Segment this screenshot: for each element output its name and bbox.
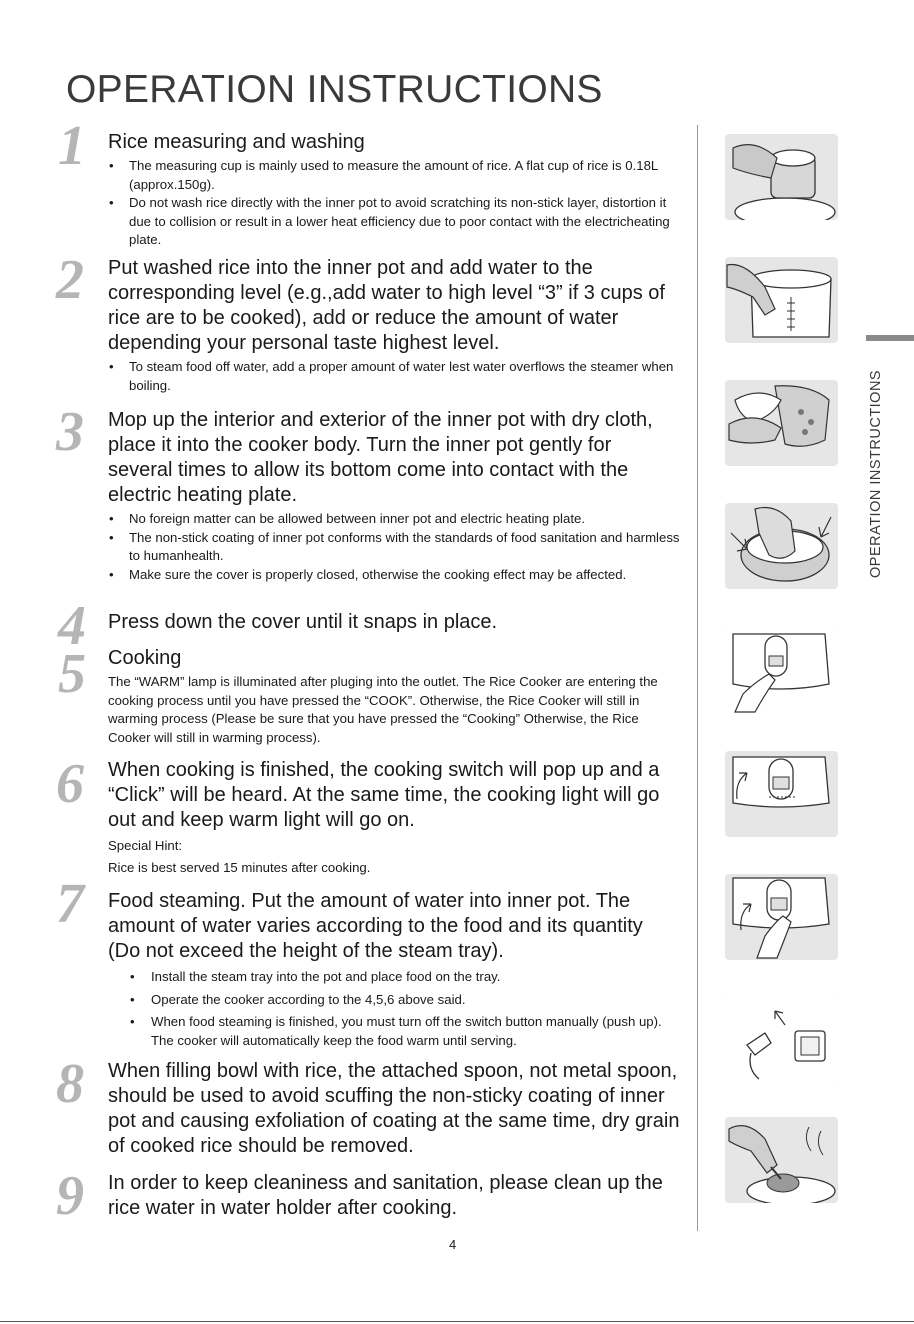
step-1-bullet: • Do not wash rice directly with the inner pot to avoid scratching its non-stick layer, distortion it due to collision or result in a lower heat efficiency due to poor contact with the electricheating plate. — [108, 194, 680, 250]
step-7-bullet: • Operate the cooker according to the 4,5,6 above said. — [108, 991, 680, 1010]
step-number-5: 5 — [58, 643, 86, 705]
step-6-heading: When cooking is finished, the cooking switch will pop up and a “Click” will be heard. At the same time, the cooking light will go out and keep warm light will go on. — [108, 759, 660, 831]
step-number-6: 6 — [56, 753, 84, 815]
water-level-illustration — [725, 257, 838, 343]
turn-pot-illustration — [725, 503, 838, 589]
step-3 — [108, 408, 680, 584]
step-4 — [108, 610, 680, 635]
step-number-8: 8 — [56, 1053, 84, 1115]
step-number-9: 9 — [56, 1165, 84, 1227]
press-cover-illustration — [725, 628, 838, 714]
step-7-bullet: • When food steaming is finished, you must turn off the switch button manually (push up). The cooker will automatically keep the food warm until serving. — [108, 1013, 680, 1050]
step-5 — [108, 646, 680, 747]
side-tab-marker — [866, 335, 914, 341]
step-number-7: 7 — [56, 873, 84, 935]
page-title: OPERATION INSTRUCTIONS — [66, 68, 603, 111]
side-tab-label: OPERATION INSTRUCTIONS — [868, 369, 884, 578]
step-7 — [108, 889, 680, 1054]
step-number-1: 1 — [58, 115, 86, 177]
step-number-3: 3 — [56, 401, 84, 463]
page-number: 4 — [449, 1237, 457, 1252]
step-7-heading: Food steaming. Put the amount of water into inner pot. The amount of water varies according to the food and its quantity (Do not exceed the height of the steam tray). — [108, 890, 643, 962]
step-number-2: 2 — [56, 249, 84, 311]
step-7-bullet: • Install the steam tray into the pot and place food on the tray. — [108, 968, 680, 987]
step-2 — [108, 256, 680, 395]
bottom-rule — [0, 1321, 914, 1322]
wipe-pot-illustration — [725, 380, 838, 466]
step-2-heading: Put washed rice into the inner pot and add water to the corresponding level (e.g.,add water to high level “3” if 3 cups of rice are to be cooked), add or reduce the amount of water depending your personal taste highest level. — [108, 257, 665, 354]
step-6-hint-label: Special Hint: — [108, 838, 183, 853]
step-3-heading: Mop up the interior and exterior of the inner pot with dry cloth, place it into the cooker body. Turn the inner pot gently for several times to allow its bottom come into contact with the electric heating plate. — [108, 409, 653, 506]
step-3-bullet: • No foreign matter can be allowed between inner pot and electric heating plate. — [108, 510, 680, 529]
step-6 — [108, 758, 680, 877]
step-3-bullet: • The non-stick coating of inner pot conforms with the standards of food sanitation and harmless to humanhealth. — [108, 529, 680, 566]
step-6-hint: Rice is best served 15 minutes after cooking. — [108, 859, 371, 875]
column-divider — [697, 125, 698, 1231]
step-1-bullet: • The measuring cup is mainly used to measure the amount of rice. A flat cup of rice is 0.18L (approx.150g). — [108, 157, 680, 194]
spoon-serving-illustration — [725, 1117, 838, 1203]
step-9-heading: In order to keep cleaniness and sanitation, please clean up the rice water in water holder after cooking. — [108, 1172, 663, 1219]
step-1 — [108, 130, 680, 250]
push-switch-up-illustration — [725, 874, 838, 960]
unplug-power-illustration — [725, 997, 838, 1083]
measuring-cup-illustration — [725, 134, 838, 220]
step-2-bullet: • To steam food off water, add a proper amount of water lest water overflows the steamer when boiling. — [108, 358, 680, 395]
step-number-4: 4 — [58, 595, 86, 657]
step-3-bullet: • Make sure the cover is properly closed, otherwise the cooking effect may be affected. — [108, 566, 680, 585]
step-1-heading: Rice measuring and washing — [108, 131, 365, 153]
step-8-heading: When filling bowl with rice, the attached spoon, not metal spoon, should be used to avoid scuffing the non-sticky coating of inner pot and causing exfoliation of coating at the same time, dry grain of cooked rice should be removed. — [108, 1060, 680, 1157]
switch-pop-up-illustration — [725, 751, 838, 837]
step-4-heading: Press down the cover until it snaps in place. — [108, 611, 498, 633]
step-5-body: The “WARM” lamp is illuminated after pluging into the outlet. The Rice Cooker are entering the cooking process until you have pressed the “COOK”. Otherwise, the Rice Cooker will still in warming process (Please be sure that you have pressed the “Cooking” Otherwise, the Rice Cooker will still in warming process). — [108, 674, 658, 745]
step-8 — [108, 1059, 680, 1159]
step-9 — [108, 1171, 680, 1221]
step-5-heading: Cooking — [108, 647, 182, 669]
